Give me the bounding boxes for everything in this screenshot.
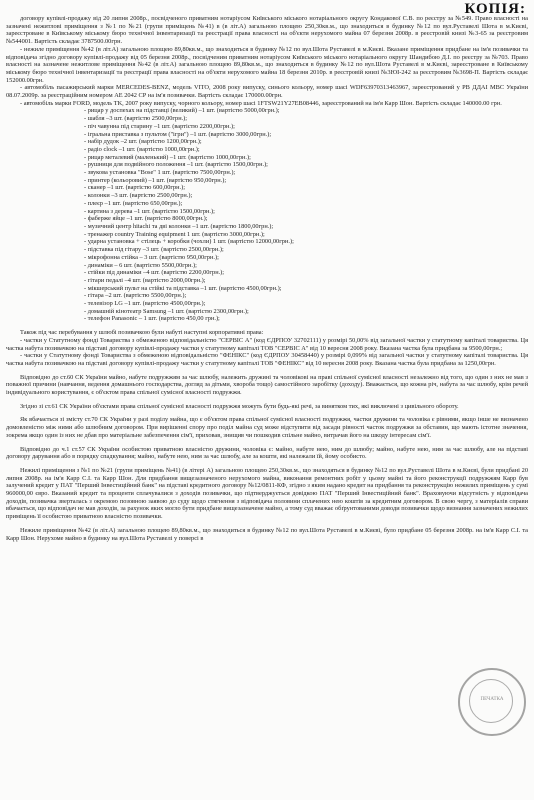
body-paragraph: Згідно зі ст.61 СК України об'єктами права спільної сумісної власності подружжя можуть бути будь-які речі, за винятком тих, які виключені з цивільного обороту. (20, 402, 459, 410)
list-item: - рушниця для подвійного положення –1 шт. (вартістю 1500,00грн.); (6, 161, 528, 169)
body-paragraph: Також під час перебування у шлюбі позивачкою були набуті наступні корпоративні права: (20, 329, 264, 337)
notary-stamp (458, 668, 526, 736)
list-item: - принтер (кольоровий) –1 шт. (вартістю 950,00грн.); (6, 177, 528, 185)
list-item: - мікрофонна стійка – 3 шт. (вартістю 950,00грн.); (6, 254, 528, 262)
list-item: - динаміки – 6 шт. (вартістю 5500,00грн.); (6, 262, 528, 270)
list-item: - домашній кінотеатр Samsung –1 шт. (вартістю 2300,00грн.); (6, 308, 528, 316)
list-item: - колонки –3 шт. (вартістю 2500,00грн.); (6, 192, 528, 200)
list-item: - ігральна приставка з пультом ("ігри") –1 шт. (вартістю 3000,00грн.); (6, 131, 528, 139)
list-item: - піч чавунна під старину –1 шт. (вартістю 2200,00грн.); (6, 123, 528, 131)
list-item: - плеєр –1 шт. (вартістю 650,00грн.); (6, 200, 528, 208)
intro-paragraph: - автомобіль марки FORD, модель TK, 2007 року випуску, чорного кольору, номер шасі 1FTSW21Y27EB08446, зареєстрований на ім'я Карр Шон. Вартість складає 140000.00 грн. (20, 99, 502, 107)
intro-paragraph: договору купівлі-продажу від 20 липня 2008р., посвідченого приватним нотаріусом Київського міського нотаріального округу Кондакової С.В. по реєстру за №549. Право власності на зазначені нежитлові приміщення з №1 по №21 (групи приміщень №41) в (в літ.А) загальною площею 250,30кв.м., що знаходиться в будинку №12 по вул.Руставелі Шота в м.Києві, зареєстроване в Київському міському бюро технічної інвентаризації та реєстрації права власності на об'єкти нерухомого майна 07 березня 2008р. в реєстровій книзі №3-65 за реєстровим №544001. Вартість складає 3787500.00грн. (6, 15, 528, 46)
copy-label: КОПІЯ: (464, 1, 526, 17)
body-paragraph: Відповідно до ч.1 ст.57 СК України особистою приватною власністю дружини, чоловіка є: майно, набуте нею, ним до шлюбу; майно, набуте нею, ним за час шлюбу, але на підставі договору дарування або в порядку спадкування; майно, набуте нею, ним за час шлюбу, але за кошти, які належали їй, йому особисто. (6, 445, 528, 461)
list-item: - радіо clock –1 шт. (вартістю 1000,00грн.); (6, 146, 528, 154)
list-item: - тренажер country Training equipment 1 шт. (вартістю 3000,00грн.); (6, 231, 528, 239)
stamp-text: ПЕЧАТКА (480, 697, 504, 702)
document-body (6, 15, 528, 542)
list-item: - рицар у доспехах на підставці (великий) –1 шт. (вартістю 5000,00грн.); (6, 107, 528, 115)
list-item: - музичний центр hitachi та дві колонки –1 шт. (вартістю 1800,00грн.); (6, 223, 528, 231)
list-item: - набір дудок –2 шт. (вартістю 1200,00грн.); (6, 138, 528, 146)
intro-paragraph: - нежиле приміщення №42 (в літ.А) загальною площею 89,80кв.м., що знаходиться в будинку №12 по вул.Шота Руставелі в м.Києві. Вказане приміщення придбане на ім'я позивачки та відповідача згідно договору купівлі-продажу від 05 березня 2008р., посвідченим приватним нотаріусом Київського міського нотаріального округу Шандибою Д.І. по реєстру за №703. Право власності на зазначене нежитлове приміщення №42 (в літ.А) загальною площею 89,80кв.м., що знаходиться в будинку №12 по вул.Шота Руставелі в м.Києві, зареєстроване в Київському міському бюро технічної інвентаризації та реєстрації права власності на об'єкти нерухомого майна 18 березня 2010р. в реєстровій книзі №3ЮІ-242 за реєстровим №3698-П. Вартість складає 152000.00грн. (6, 45, 528, 84)
body-paragraph: Як вбачається зі змісту ст.70 СК України у разі поділу майна, що є об'єктом права спільної сумісної власності подружжя, частки дружини та чоловіка є рівними, якщо інше не визначено домовленістю між ними або шлюбним договором. При вирішенні спору про поділ майна суд може відступити від засади рівності часток подружжя за обставин, що мають істотне значення, зокрема якщо один із них не дбав про матеріальне забезпечення сім'ї, приховав, знищив чи пошкодив спільне майно, витрачав його на шкоду інтересам сім'ї. (6, 416, 528, 439)
list-item: - сканер –1 шт. (вартістю 600,00грн.); (6, 184, 528, 192)
list-item: - фаберже яйце –1 шт. (вартістю 8000,00грн.); (6, 215, 528, 223)
list-item: - картина з дерева –1 шт. (вартістю 1500,00грн.); (6, 208, 528, 216)
list-item: - підставка під гітару –3 шт. (вартістю 2500,00грн.); (6, 246, 528, 254)
body-paragraph: Відповідно до ст.60 СК України майно, набуте подружжям за час шлюбу, належить дружині та чоловікові на праві спільної сумісної власності незалежно від того, що один з них не мав з поважної причини (навчання, ведення домашнього господарства, догляд за дітьми, хвороба тощо) самостійного заробітку (доходу). Вважається, що кожна річ, набута за час шлюбу, крім речей індивідуального користування, є об'єктом права спільної сумісної власності подружжя. (6, 373, 528, 397)
body-paragraph: - частки у Статутному фонді Товариства з обмеженою відповідальністю "ФЕНІКС" (код ЄДРПОУ 30458440) у розмірі 0,099% від загальної частки у статутному капіталі товариства. Ця частка набута позивачкою на підставі договору купівлі-продажу частки у статутному капіталі ТОВ "ФЕНІКС" від 10 вересня 2008 року. Вказана частка була придбана за 1250,00грн. (6, 352, 528, 367)
intro-paragraph: - автомобіль пасажирський марки MERCEDES-BENZ, модель VITO, 2008 року випуску, синього кольору, номер шасі WDF63970313463967, зареєстрований у РВ ДДАІ МВС України 08.07.2009р. за реєстраційним номером АЕ 2042 СР на ім'я позивачки. Вартість складає 170000.00грн. (6, 84, 528, 100)
list-item: - шабля –3 шт. (вартістю 2500,00грн.); (6, 115, 528, 123)
list-item: - звукова установка "Bose" 1 шт. (вартістю 7500,00грн.); (6, 169, 528, 177)
list-item: - стійки під динаміки –4 шт. (вартістю 2200,00грн.); (6, 269, 528, 277)
list-item: - рицар металевий (маленький) –1 шт. (вартістю 1000,00грн.); (6, 154, 528, 162)
list-item: - телефон Panasonic – 1 шт. (вартістю 450,00 грн.); (6, 315, 528, 323)
list-item: - мікшерський пульт на стійкі та підставка –1 шт. (вартістю 4500,00грн.); (6, 285, 528, 293)
list-item: - телевізор LG –1 шт. (вартістю 4500,00грн.); (6, 300, 528, 308)
body-paragraph: Нежилі приміщення з №1 по №21 (групи приміщень №41) (в літері А) загальною площею 250,30кв.м., що знаходяться в будинку №12 по вул.Руставелі Шота в м.Києві, були придбані 20 липня 2008р. на ім'я Карр С.І. та Карр Шон. Для придбання вищезазначеного нерухомого майна, виконання ремонтних робіт у цьому майні та його реконструкції подружжям Карр був залучений кредит у ПАТ "Перший Інвестиційний банк" на підставі кредитного договору №12/0811-КФ, згідно з яким надано кредит на придбання та реконструкцію нежилих приміщень у сумі 960000,00 євро. Вказаний кредит та проценти сплачувалися з доходів позивачки, що підтверджується довідкою ПАТ "Перший Інвестиційний банк". Враховуючи відсутність у відповідача доходів, позивачка зверталась з окремою позовною заявою до суду щодо стягнення з відповідача половини сплачених нею коштів за кредитним договором. В свою чергу, з матеріалів справи вбачається, що відповідач не мав доходів, за рахунок яких могло бути придбане вищезазначене майно, а тому суд вважає обґрунтованими доводи позивачки щодо визнання зазначених нежилих приміщень її особистою приватною власністю позивачки. (6, 466, 528, 521)
list-item: - ударна установка + стілець + коробки (чохли) 1 шт. (вартістю 12000,00грн.); (6, 238, 528, 246)
property-list (6, 107, 528, 323)
list-item: - гітари педалі –4 шт. (вартістю 2000,00грн.); (6, 277, 528, 285)
body-paragraph: - частки у Статутному фонді Товариства з обмеженою відповідальністю "СЕРВІС А" (код ЄДРПОУ 32702111) у розмірі 50,00% від загальної частки у статутному капіталі товариства. Ця частка набута позивачкою на підставі договору купівлі-продажу частки у статутному капіталі ТОВ "СЕРВІС А" від 10 вересня 2008 року. Вказана частка була придбана за 9500,00грн.; (6, 336, 528, 352)
body-paragraph: Нежиле приміщення №42 (в літ.А) загальною площею 89,80кв.м., що знаходиться в будинку №12 по вул.Шота Руставелі в м.Києві, було придбане 05 березня 2008р. на ім'я Карр С.І. та Карр Шон. Нерухоме майно в будинку на вул.Шота Руставелі у поверсі в (6, 526, 528, 542)
list-item: - гітара –2 шт. (вартістю 5500,00грн.); (6, 292, 528, 300)
